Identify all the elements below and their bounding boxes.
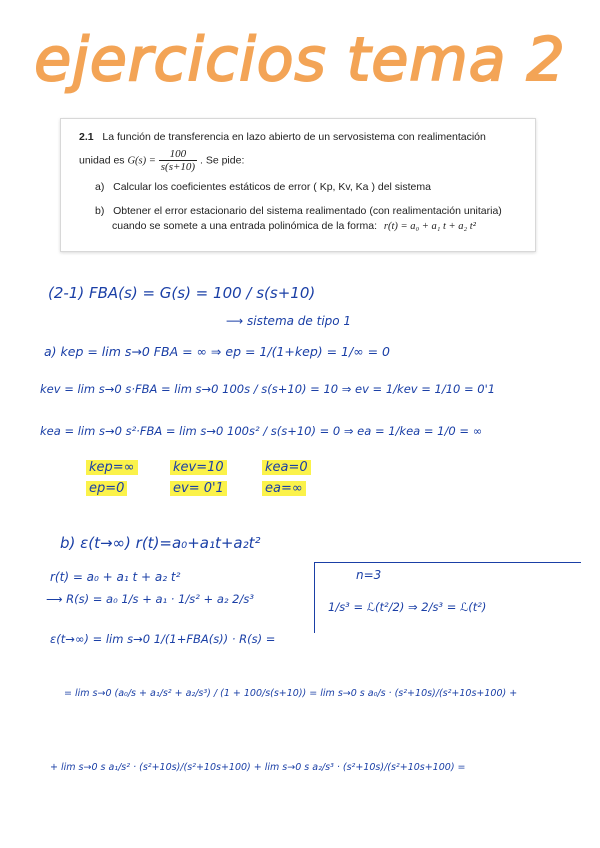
problem-intro1: La función de transferencia en lazo abierto de un servosistema con realimentación [102,131,486,143]
problem-line2 [79,148,244,173]
notes-step2: + lim s→0 s a₁/s² · (s²+10s)/(s²+10s+100) + lim s→0 s a₂/s³ · (s²+10s)/(s²+10s+100) = [50,762,466,773]
part-b-label: b) [95,205,105,217]
summary-kv: kev=10 [170,460,227,475]
summary-ea: ea=∞ [262,481,306,496]
notes-header: (2-1) FBA(s) = G(s) = 100 / s(s+10) [48,284,316,302]
laplace-box [314,562,581,633]
g-fraction [159,148,197,173]
part-b-formula: r(t) = a₀ + a₁ t + a₂ t² [383,221,476,232]
problem-box [60,118,536,252]
page-title [0,8,600,108]
part-b-2 [112,220,476,232]
notes-laplace: 1/s³ = ℒ(t²/2) ⇒ 2/s³ = ℒ(t²) [328,600,487,614]
summary-ep: ep=0 [86,481,127,496]
problem-number: 2.1 [79,131,94,143]
summary-ka: kea=0 [262,460,311,475]
notes-n3: n=3 [356,568,382,582]
g-lhs: G(s) = [127,155,156,167]
notes-kv: kev = lim s→0 s·FBA = lim s→0 100s / s(s+10) = 10 ⇒ ev = 1/kev = 1/10 = 0'1 [40,382,496,396]
part-b-line2: cuando se somete a una entrada polinómica de la forma: [112,220,377,232]
problem-line1 [79,131,486,143]
notes-b-header: b) ε(t→∞) r(t)=a₀+a₁t+a₂t² [60,534,261,552]
g-numerator: 100 [159,148,197,161]
part-a-label: a) [95,181,105,193]
page-title-text: ejercicios tema 2 [34,25,566,95]
notes-step1: = lim s→0 (a₀/s + a₁/s² + a₂/s³) / (1 + 100/s(s+10)) = lim s→0 s a₀/s · (s²+10s)/(s²+10s+100) + [64,688,518,699]
part-a [95,181,431,193]
part-b [95,205,502,217]
notes-eps: ε(t→∞) = lim s→0 1/(1+FBA(s)) · R(s) = [50,632,276,646]
notes-Rs: ⟶ R(s) = a₀ 1/s + a₁ · 1/s² + a₂ 2/s³ [46,592,254,606]
part-b-line1: Obtener el error estacionario del sistema realimentado (con realimentación unitaria) [113,205,502,217]
notes-kp: a) kep = lim s→0 FBA = ∞ ⇒ ep = 1/(1+kep) = 1/∞ = 0 [44,344,390,359]
notes-tipo: ⟶ sistema de tipo 1 [226,314,352,328]
part-a-text: Calcular los coeficientes estáticos de error ( Kp, Kv, Ka ) del sistema [113,181,431,193]
notes-ka: kea = lim s→0 s²·FBA = lim s→0 100s² / s(s+10) = 0 ⇒ ea = 1/kea = 1/0 = ∞ [40,424,483,438]
summary-ev: ev= 0'1 [170,481,227,496]
problem-intro2-suffix: . Se pide: [200,154,245,167]
notes-rt: r(t) = a₀ + a₁ t + a₂ t² [50,570,181,584]
problem-intro2-prefix: unidad es [79,154,125,167]
g-denominator: s(s+10) [160,161,196,173]
summary-kp: kep=∞ [86,460,138,475]
